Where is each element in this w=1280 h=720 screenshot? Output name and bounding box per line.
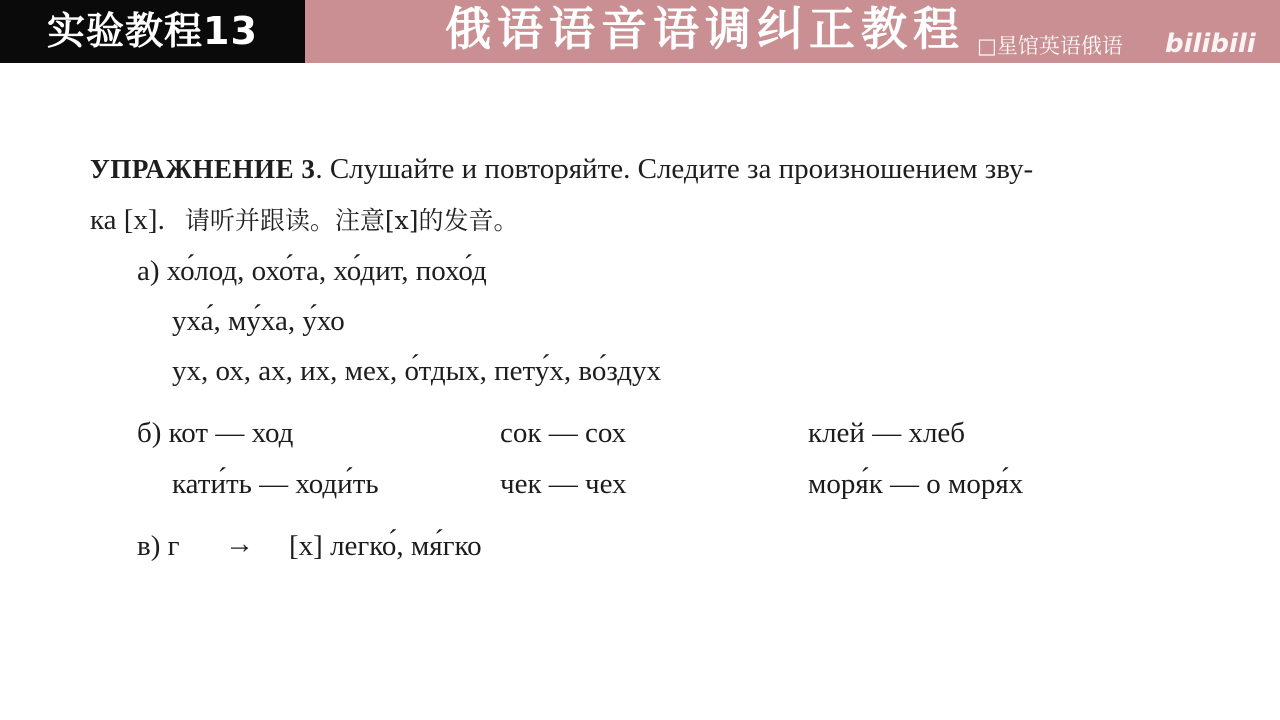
- part-v-words: [x] легко́, мя́гко: [289, 530, 482, 562]
- exercise-page: [0, 63, 1280, 720]
- instruction-line-1: [90, 151, 1033, 187]
- title-banner: [305, 0, 1280, 63]
- exercise-instruction: . Слушайте и повторяйте. Следите за произношением зву-: [315, 153, 1034, 185]
- instruction-line-2: [90, 202, 518, 239]
- part-b-row1-col2: сок — сох: [500, 417, 627, 449]
- part-b-row1-col1: б) кот — ход: [137, 417, 294, 449]
- header-bar: [0, 0, 1280, 63]
- exercise-instruction-cont: ка [x].: [90, 204, 165, 236]
- part-v-label: в) г: [137, 530, 180, 562]
- course-title: 俄语语音语调纠正教程: [445, 2, 965, 56]
- lesson-label: 实验教程13: [0, 0, 305, 63]
- instruction-chinese: 请听并跟读。注意[x]的发音。: [184, 206, 519, 235]
- channel-watermark: □星馆英语俄语: [977, 34, 1123, 58]
- part-b-row2-col2: чек — чех: [500, 468, 627, 500]
- bilibili-logo-icon: [1165, 24, 1265, 60]
- part-a-line-1: а) хо́лод, охо́та, хо́дит, похо́д: [137, 255, 487, 287]
- part-a-line-2: уха́, му́ха, у́хо: [172, 305, 345, 337]
- part-a-line-3: ух, ох, ах, их, мех, о́тдых, пету́х, во́здух: [172, 355, 662, 387]
- part-b-row2-col3: моря́к — о моря́х: [808, 468, 1024, 500]
- exercise-heading: УПРАЖНЕНИЕ 3: [90, 154, 316, 184]
- part-b-row2-col1: кати́ть — ходи́ть: [172, 468, 379, 500]
- svg-text:bilibili: bilibili: [1165, 29, 1256, 59]
- arrow-icon: →: [225, 528, 254, 560]
- part-b-row1-col3: клей — хлеб: [808, 417, 966, 449]
